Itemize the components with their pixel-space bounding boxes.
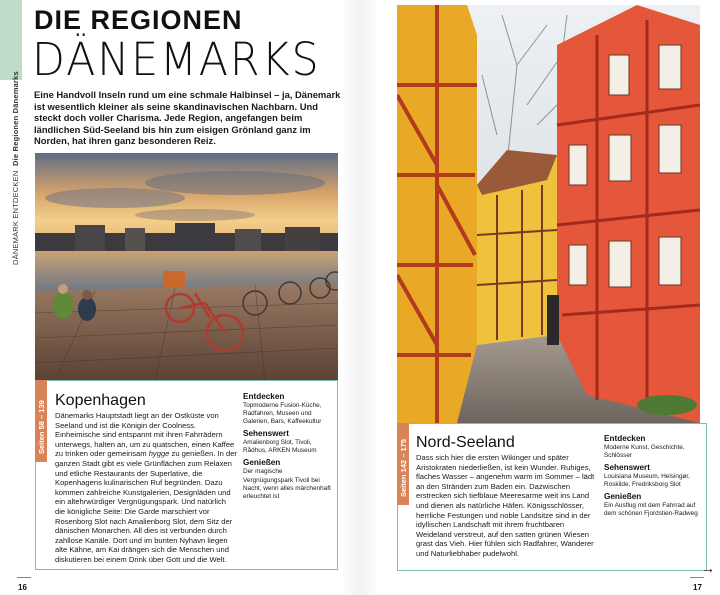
- section-title-main: DÄNEMARKS: [32, 33, 321, 86]
- running-header: [0, 71, 22, 270]
- page-number-left: 16: [18, 583, 27, 592]
- section-title-top: DIE REGIONEN: [34, 5, 243, 35]
- nord-seeland-body: Dass sich hier die ersten Wikinger und später Aristokraten niederließen, ist kein Wunder. Ruhiges, flaches Wasser – angenehm warm im Sommer – lädt an den Stränden zum Baden ein. Dazwischen erstrecken sich tiefblaue Meeresarme weit ins Land und dienen als natürliche Häfen. Königsschlösser, herrliche Festungen und noble Landsitze sind in der idyllischen Landschaft mit ihrem fruchtbaren Weideland verstreut, auf den satten grünen Wiesen grast das Vieh. Hier fühlen sich Radfahrer, Wanderer und Naturliebhaber pudelwohl.: [416, 453, 595, 558]
- nord-seeland-title: Nord-Seeland: [416, 434, 515, 451]
- sehenswert-text: Louisiana Museum, Helsingør, Roskilde, Fredriksborg Slot: [604, 473, 690, 489]
- next-page-arrow-icon[interactable]: →: [701, 560, 715, 576]
- sehenswert-heading: Sehenswert: [604, 463, 650, 473]
- kopenhagen-pages-tab: [35, 380, 47, 462]
- copenhagen-photo-illustration: [35, 153, 338, 381]
- entdecken-heading: Entdecken: [604, 434, 646, 443]
- entdecken-heading: Entdecken: [243, 392, 285, 401]
- book-gutter: [340, 0, 380, 595]
- page-number-right: 17: [693, 583, 702, 592]
- kopenhagen-facts: [243, 392, 333, 501]
- nord-seeland-pages-label: Seiten 142 – 175: [399, 439, 408, 497]
- geniessen-text: Der magische Vergnügungspark Tivoli bei Nacht, wenn alles märchenhaft erleuchtet ist: [243, 468, 331, 500]
- sehenswert-heading: Sehenswert: [243, 429, 289, 439]
- running-header-chapter: Die Regionen Dänemarks: [11, 71, 20, 166]
- kopenhagen-title: Kopenhagen: [55, 392, 146, 409]
- entdecken-text: Topmoderne Fusion-Küche, Radfahren, Museen und Galerien, Bars, Kaffeekultur: [243, 402, 322, 426]
- running-header-section: DÄNEMARK ENTDECKEN: [11, 170, 20, 265]
- nord-seeland-facts: [604, 434, 702, 519]
- geniessen-heading: Genießen: [243, 458, 281, 468]
- copenhagen-photo: [35, 153, 338, 381]
- kopenhagen-body: Dänemarks Hauptstadt liegt an der Ostküste von Seeland und ist die Königin der Coolness. Einheimische sind entspannt mit ihren Fahrrädern unterwegs, halten an, um zu quatschen, einen Kaffee zu trinken oder gemeinsam hygge zu genießen. In der ganzen Stadt gibt es viele Grünflächen zum Relaxen und etliche Restaurants der Superlative, die Kopenhagens kulinarischen Ruf begründen. Dazu kommen zahlreiche Kunstgalerien, Designläden und ein altehrwürdiger Vergnügungspark. Und natürlich die königliche Seite: Die Garde marschiert vor Rosenborg Slot nach Amalienborg Slot, dem Sitz der dänischen Monarchen. All dies ist verbunden durch zahllose Kanäle. Dort und im bunten Nyhavn liegen alte Kähne, am Kai drängen sich die Menschen und diskutieren bei einem Drink über Gott und die Welt.: [55, 411, 237, 564]
- nord-seeland-pages-tab: [397, 423, 409, 505]
- chapter-color-tab: [0, 0, 22, 80]
- entdecken-text: Moderne Kunst, Geschichte, Schlösser: [604, 444, 685, 460]
- geniessen-text: Ein Ausflug mit dem Fahrrad auf dem schönen Fjordstien-Radweg: [604, 502, 698, 518]
- nord-seeland-photo-illustration: [397, 5, 700, 423]
- page-number-rule-right: [690, 577, 704, 578]
- kopenhagen-pages-label: Seiten 58 – 139: [37, 400, 46, 454]
- page-number-rule: [17, 577, 31, 578]
- sehenswert-text: Amalienborg Slot, Tivoli, Rådhus, ARKEN Museum: [243, 439, 317, 455]
- geniessen-heading: Genießen: [604, 492, 642, 502]
- intro-paragraph: Eine Handvoll Inseln rund um eine schmale Halbinsel – ja, Dänemark ist wesentlich kleiner als seine skandinavischen Nachbarn. Und steckt doch voller Charisma. Jede Region, angefangen beim ländlichen Süd-Seeland bis hin zum eisigen Grönland ganz im Norden, hat ihren ganz besonderen Reiz.: [34, 89, 341, 147]
- nord-seeland-photo: [397, 5, 700, 423]
